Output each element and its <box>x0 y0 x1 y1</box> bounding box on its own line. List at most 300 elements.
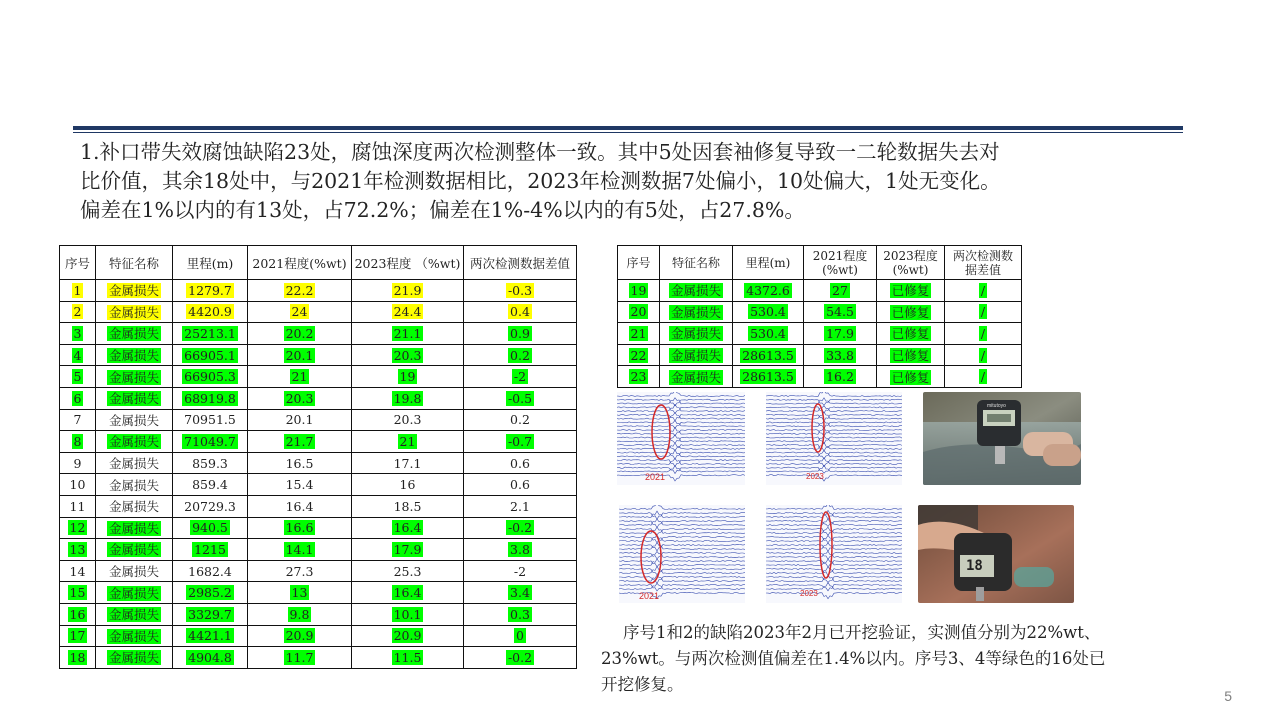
signal-trace-2021-bottom <box>619 505 745 603</box>
cell-value: 21 <box>291 369 308 385</box>
column-header: 里程(m) <box>733 246 804 280</box>
table-cell <box>248 387 352 409</box>
table-cell <box>173 582 248 604</box>
cell-value: -0.2 <box>507 649 533 665</box>
cell-value: 17.9 <box>393 541 422 557</box>
cell-value: 940.5 <box>192 520 228 536</box>
table-cell <box>660 301 733 323</box>
cell-value: 1215 <box>194 541 226 557</box>
page-number: 5 <box>1224 688 1232 704</box>
cell-value: 16.5 <box>285 455 314 471</box>
table-cell <box>96 431 173 453</box>
table-cell <box>945 366 1022 388</box>
table-cell <box>352 301 464 323</box>
cell-value: 金属损失 <box>670 326 721 342</box>
table-cell <box>618 366 660 388</box>
table-cell <box>96 452 173 474</box>
table-cell <box>660 280 733 302</box>
cell-value: 4 <box>73 347 82 363</box>
signal-year-label: 2021 <box>645 472 666 482</box>
cell-value: 0.3 <box>510 606 530 622</box>
table-row <box>60 409 577 431</box>
cell-value: -0.3 <box>507 282 533 298</box>
cell-value: 2.1 <box>510 498 530 514</box>
table-row <box>60 301 577 323</box>
table-row <box>60 387 577 409</box>
signal-year-label: 2023 <box>806 472 824 481</box>
cell-value: / <box>980 347 986 363</box>
cell-value: 金属损失 <box>108 520 159 536</box>
table-cell <box>173 625 248 647</box>
table-cell <box>464 409 577 431</box>
cell-value: 金属损失 <box>108 628 159 644</box>
table-cell <box>352 517 464 539</box>
cell-value: 18 <box>69 649 86 665</box>
table-cell <box>248 366 352 388</box>
table-cell <box>945 344 1022 366</box>
signal-trace-image <box>617 392 745 485</box>
cell-value: 19 <box>399 369 416 385</box>
table-cell <box>173 366 248 388</box>
table-cell <box>352 474 464 496</box>
table-row <box>60 495 577 517</box>
signal-trace-2021-top <box>617 392 745 485</box>
cell-value: 1 <box>73 282 82 298</box>
table-cell <box>60 582 96 604</box>
table-cell <box>248 431 352 453</box>
title-rule-thick <box>73 126 1183 130</box>
cell-value: 23 <box>630 369 647 385</box>
table-cell <box>352 452 464 474</box>
cell-value: 金属损失 <box>108 348 159 364</box>
table-cell <box>352 431 464 453</box>
cell-value: 21 <box>399 433 416 449</box>
table-row <box>60 280 577 302</box>
table-cell <box>173 495 248 517</box>
intro-line-3: 偏差在1%以内的有13处，占72.2%；偏差在1%-4%以内的有5处，占27.8%。 <box>80 198 805 222</box>
cell-value: 1682.4 <box>188 563 232 579</box>
table-cell <box>96 625 173 647</box>
cell-value: 5 <box>73 369 82 385</box>
cell-value: 3329.7 <box>188 606 232 622</box>
cell-value: / <box>980 304 986 320</box>
table-cell <box>96 495 173 517</box>
table-cell <box>60 560 96 582</box>
cell-value: 金属损失 <box>108 434 159 450</box>
cell-value: 金属损失 <box>670 348 721 364</box>
table-cell <box>352 603 464 625</box>
table-cell <box>60 625 96 647</box>
table-cell <box>464 625 577 647</box>
cell-value: 27 <box>832 282 848 298</box>
table-cell <box>60 495 96 517</box>
cell-value: 25213.1 <box>184 325 236 341</box>
table-cell <box>60 301 96 323</box>
intro-line-2: 比价值，其余18处中，与2021年检测数据相比，2023年检测数据7处偏小，10处偏大，1处无变化。 <box>80 169 1001 193</box>
cell-value: 9 <box>73 455 82 471</box>
cell-value: 21.9 <box>393 282 422 298</box>
column-header: 两次检测数 据差值 <box>945 246 1022 280</box>
table-cell <box>248 517 352 539</box>
cell-value: 金属损失 <box>670 369 721 385</box>
table-cell <box>248 452 352 474</box>
cell-value: 金属损失 <box>108 499 159 515</box>
table-cell <box>60 474 96 496</box>
table-cell <box>96 647 173 669</box>
cell-value: 11.5 <box>393 649 422 665</box>
cell-value: 20.3 <box>393 412 422 428</box>
cell-value: 13 <box>69 541 86 557</box>
table-cell <box>464 647 577 669</box>
gauge-reading-text: 18 <box>966 558 983 574</box>
table-cell <box>660 366 733 388</box>
cell-value: 19.8 <box>393 390 422 406</box>
cell-value: 已修复 <box>891 283 930 299</box>
cell-value: 2985.2 <box>188 585 232 601</box>
right-defect-table <box>617 245 1022 388</box>
table-cell <box>173 301 248 323</box>
cell-value: 金属损失 <box>108 585 159 601</box>
signal-year-label: 2021 <box>639 591 660 601</box>
table-cell <box>352 539 464 561</box>
cell-value: 金属损失 <box>670 304 721 320</box>
table-cell <box>464 301 577 323</box>
table-cell <box>352 344 464 366</box>
table-cell <box>464 474 577 496</box>
cell-value: 22 <box>630 347 647 363</box>
depth-gauge-photo-2 <box>918 505 1074 603</box>
table-cell <box>464 280 577 302</box>
table-cell <box>248 625 352 647</box>
table-cell <box>248 539 352 561</box>
table-cell <box>352 647 464 669</box>
cell-value: 16.4 <box>393 585 422 601</box>
table-cell <box>733 323 804 345</box>
cell-value: 20.3 <box>285 390 314 406</box>
cell-value: 17 <box>69 628 86 644</box>
table-cell <box>173 387 248 409</box>
cell-value: 859.3 <box>192 455 228 471</box>
cell-value: 66905.1 <box>184 347 236 363</box>
table-cell <box>352 409 464 431</box>
table-cell <box>248 280 352 302</box>
table-cell <box>173 409 248 431</box>
cell-value: 21.7 <box>285 433 314 449</box>
table-cell <box>60 452 96 474</box>
cell-value: 20.1 <box>285 412 314 428</box>
cell-value: 68919.8 <box>184 390 236 406</box>
column-header: 里程(m) <box>173 246 248 280</box>
title-rule-thin <box>73 132 1183 133</box>
cell-value: 8 <box>73 433 82 449</box>
table-cell <box>733 280 804 302</box>
cell-value: 0.6 <box>510 477 530 493</box>
table-cell <box>96 474 173 496</box>
table-cell <box>352 323 464 345</box>
table-cell <box>96 280 173 302</box>
table-row <box>60 474 577 496</box>
table-cell <box>464 582 577 604</box>
table-cell <box>173 474 248 496</box>
left-defect-table <box>59 245 577 669</box>
cell-value: 17.1 <box>393 455 422 471</box>
table-cell <box>804 280 877 302</box>
cell-value: 71049.7 <box>184 433 236 449</box>
cell-value: 16 <box>399 477 416 493</box>
signal-year-label: 2023 <box>800 589 818 598</box>
table-cell <box>945 323 1022 345</box>
cell-value: 66905.3 <box>184 369 236 385</box>
cell-value: / <box>980 325 986 341</box>
table-cell <box>877 323 945 345</box>
column-header: 特征名称 <box>660 246 733 280</box>
table-cell <box>464 366 577 388</box>
cell-value: 0 <box>516 628 524 644</box>
table-cell <box>173 517 248 539</box>
table-row <box>60 582 577 604</box>
cell-value: 金属损失 <box>108 542 159 558</box>
table-cell <box>96 366 173 388</box>
cell-value: 20.3 <box>393 347 422 363</box>
cell-value: 金属损失 <box>108 412 159 428</box>
cell-value: 20.2 <box>285 325 314 341</box>
cell-value: -0.7 <box>507 433 533 449</box>
table-cell <box>464 323 577 345</box>
table-cell <box>173 603 248 625</box>
table-cell <box>173 280 248 302</box>
cell-value: 12 <box>69 520 86 536</box>
cell-value: 33.8 <box>826 347 854 363</box>
cell-value: 27.3 <box>285 563 314 579</box>
table-cell <box>248 344 352 366</box>
cell-value: 14 <box>69 563 86 579</box>
cell-value: 金属损失 <box>108 391 159 407</box>
cell-value: -2 <box>513 369 527 385</box>
table-cell <box>96 301 173 323</box>
cell-value: 20.9 <box>393 628 422 644</box>
cell-value: 已修复 <box>891 348 930 364</box>
signal-trace-2023-top <box>766 392 902 485</box>
table-cell <box>660 344 733 366</box>
table-cell <box>173 560 248 582</box>
cell-value: 20.1 <box>285 347 314 363</box>
signal-trace-image <box>766 505 902 603</box>
cell-value: 9.8 <box>289 606 310 622</box>
cell-value: 0.2 <box>510 412 530 428</box>
cell-value: 已修复 <box>891 326 930 342</box>
table-cell <box>945 280 1022 302</box>
cell-value: 金属损失 <box>670 283 721 299</box>
table-row <box>60 560 577 582</box>
table-cell <box>60 280 96 302</box>
table-cell <box>60 603 96 625</box>
table-cell <box>618 344 660 366</box>
cell-value: / <box>980 369 986 385</box>
cell-value: 10.1 <box>393 606 422 622</box>
cell-value: 4420.9 <box>188 304 232 320</box>
table-cell <box>352 280 464 302</box>
cell-value: 7 <box>73 412 82 428</box>
table-cell <box>464 539 577 561</box>
cell-value: 金属损失 <box>108 564 159 580</box>
caption-line-2: 23%wt。与两次检测值偏差在1.4%以内。序号3、4等绿色的16处已 <box>601 649 1106 668</box>
column-header: 两次检测数据差值 <box>464 246 577 280</box>
table-row <box>618 301 1022 323</box>
cell-value: 0.2 <box>510 347 530 363</box>
cell-value: 金属损失 <box>108 304 159 320</box>
table-cell <box>352 366 464 388</box>
cell-value: 金属损失 <box>108 477 159 493</box>
verification-caption <box>601 620 1191 698</box>
gauge-photo-image <box>918 505 1074 603</box>
cell-value: 28613.5 <box>742 369 794 385</box>
cell-value: 21.1 <box>393 325 422 341</box>
cell-value: 530.4 <box>750 304 786 320</box>
table-cell <box>733 366 804 388</box>
cell-value: 金属损失 <box>108 283 159 299</box>
table-row <box>60 452 577 474</box>
table-cell <box>248 560 352 582</box>
table-row <box>60 517 577 539</box>
table-cell <box>733 301 804 323</box>
cell-value: 19 <box>630 282 647 298</box>
table-cell <box>60 539 96 561</box>
table-cell <box>248 474 352 496</box>
cell-value: 13 <box>291 585 308 601</box>
cell-value: 11 <box>69 498 86 514</box>
column-header: 特征名称 <box>96 246 173 280</box>
table-cell <box>464 387 577 409</box>
table-cell <box>804 323 877 345</box>
table-cell <box>96 387 173 409</box>
column-header: 2023程度 (%wt) <box>877 246 945 280</box>
table-cell <box>464 431 577 453</box>
table-cell <box>464 603 577 625</box>
cell-value: 金属损失 <box>108 607 159 623</box>
table-cell <box>352 582 464 604</box>
cell-value: 3.4 <box>510 585 530 601</box>
cell-value: 16.6 <box>285 520 314 536</box>
cell-value: 24.4 <box>393 304 422 320</box>
cell-value: 0.6 <box>510 455 530 471</box>
cell-value: 3.8 <box>510 541 530 557</box>
gauge-brand-text: mitutoyo <box>987 403 1006 409</box>
table-cell <box>60 431 96 453</box>
table-cell <box>173 539 248 561</box>
table-row <box>60 323 577 345</box>
table-cell <box>248 301 352 323</box>
table-cell <box>173 431 248 453</box>
table-cell <box>60 344 96 366</box>
table-cell <box>248 647 352 669</box>
intro-line-1: 1.补口带失效腐蚀缺陷23处，腐蚀深度两次检测整体一致。其中5处因套袖修复导致一二轮数据失去对 <box>80 140 1000 164</box>
table-cell <box>660 323 733 345</box>
cell-value: 1279.7 <box>188 282 232 298</box>
cell-value: 859.4 <box>192 477 228 493</box>
table-cell <box>248 582 352 604</box>
cell-value: 70951.5 <box>184 412 236 428</box>
table-cell <box>464 452 577 474</box>
cell-value: 54.5 <box>826 304 854 320</box>
table-cell <box>618 323 660 345</box>
table-row <box>60 603 577 625</box>
table-cell <box>96 582 173 604</box>
cell-value: -0.5 <box>507 390 533 406</box>
table-row <box>60 539 577 561</box>
table-cell <box>877 301 945 323</box>
table-cell <box>877 344 945 366</box>
table-cell <box>464 344 577 366</box>
cell-value: 16.4 <box>393 520 422 536</box>
column-header: 序号 <box>60 246 96 280</box>
cell-value: 20729.3 <box>184 498 236 514</box>
table-row <box>618 323 1022 345</box>
cell-value: 24 <box>291 304 308 320</box>
table-cell <box>352 387 464 409</box>
table-cell <box>96 323 173 345</box>
cell-value: 530.4 <box>750 325 786 341</box>
table-cell <box>96 517 173 539</box>
table-cell <box>60 647 96 669</box>
cell-value: 11.7 <box>285 649 314 665</box>
table-cell <box>464 560 577 582</box>
column-header: 2021程度(%wt) <box>248 246 352 280</box>
cell-value: 0.4 <box>510 304 530 320</box>
table-row <box>60 344 577 366</box>
table-row <box>618 366 1022 388</box>
table-cell <box>96 344 173 366</box>
table-cell <box>173 323 248 345</box>
cell-value: 20.9 <box>285 628 314 644</box>
cell-value: 22.2 <box>285 282 314 298</box>
trace-background <box>766 505 902 603</box>
cell-value: 金属损失 <box>108 456 159 472</box>
table-cell <box>96 539 173 561</box>
cell-value: 2 <box>73 304 82 320</box>
cell-value: 0.9 <box>510 325 530 341</box>
cell-value: 16 <box>69 606 86 622</box>
table-cell <box>96 603 173 625</box>
cell-value: / <box>980 282 986 298</box>
cell-value: 3 <box>73 325 82 341</box>
table-cell <box>248 409 352 431</box>
cell-value: 16.4 <box>285 498 314 514</box>
cell-value: 20 <box>630 304 647 320</box>
table-cell <box>173 452 248 474</box>
table-cell <box>60 323 96 345</box>
trace-background <box>619 505 745 603</box>
cell-value: 6 <box>73 390 82 406</box>
table-cell <box>352 560 464 582</box>
column-header: 序号 <box>618 246 660 280</box>
table-cell <box>60 387 96 409</box>
cell-value: 21 <box>630 325 647 341</box>
cell-value: 10 <box>69 477 86 493</box>
table-cell <box>173 647 248 669</box>
cell-value: 15 <box>69 585 86 601</box>
table-cell <box>464 495 577 517</box>
cell-value: 18.5 <box>393 498 422 514</box>
cell-value: 金属损失 <box>108 326 159 342</box>
cell-value: 金属损失 <box>108 650 159 666</box>
cell-value: 25.3 <box>393 563 422 579</box>
table-cell <box>877 280 945 302</box>
column-header: 2023程度 （%wt) <box>352 246 464 280</box>
intro-paragraph <box>80 138 1190 225</box>
table-cell <box>60 517 96 539</box>
cell-value: 4421.1 <box>188 628 232 644</box>
table-row <box>60 366 577 388</box>
